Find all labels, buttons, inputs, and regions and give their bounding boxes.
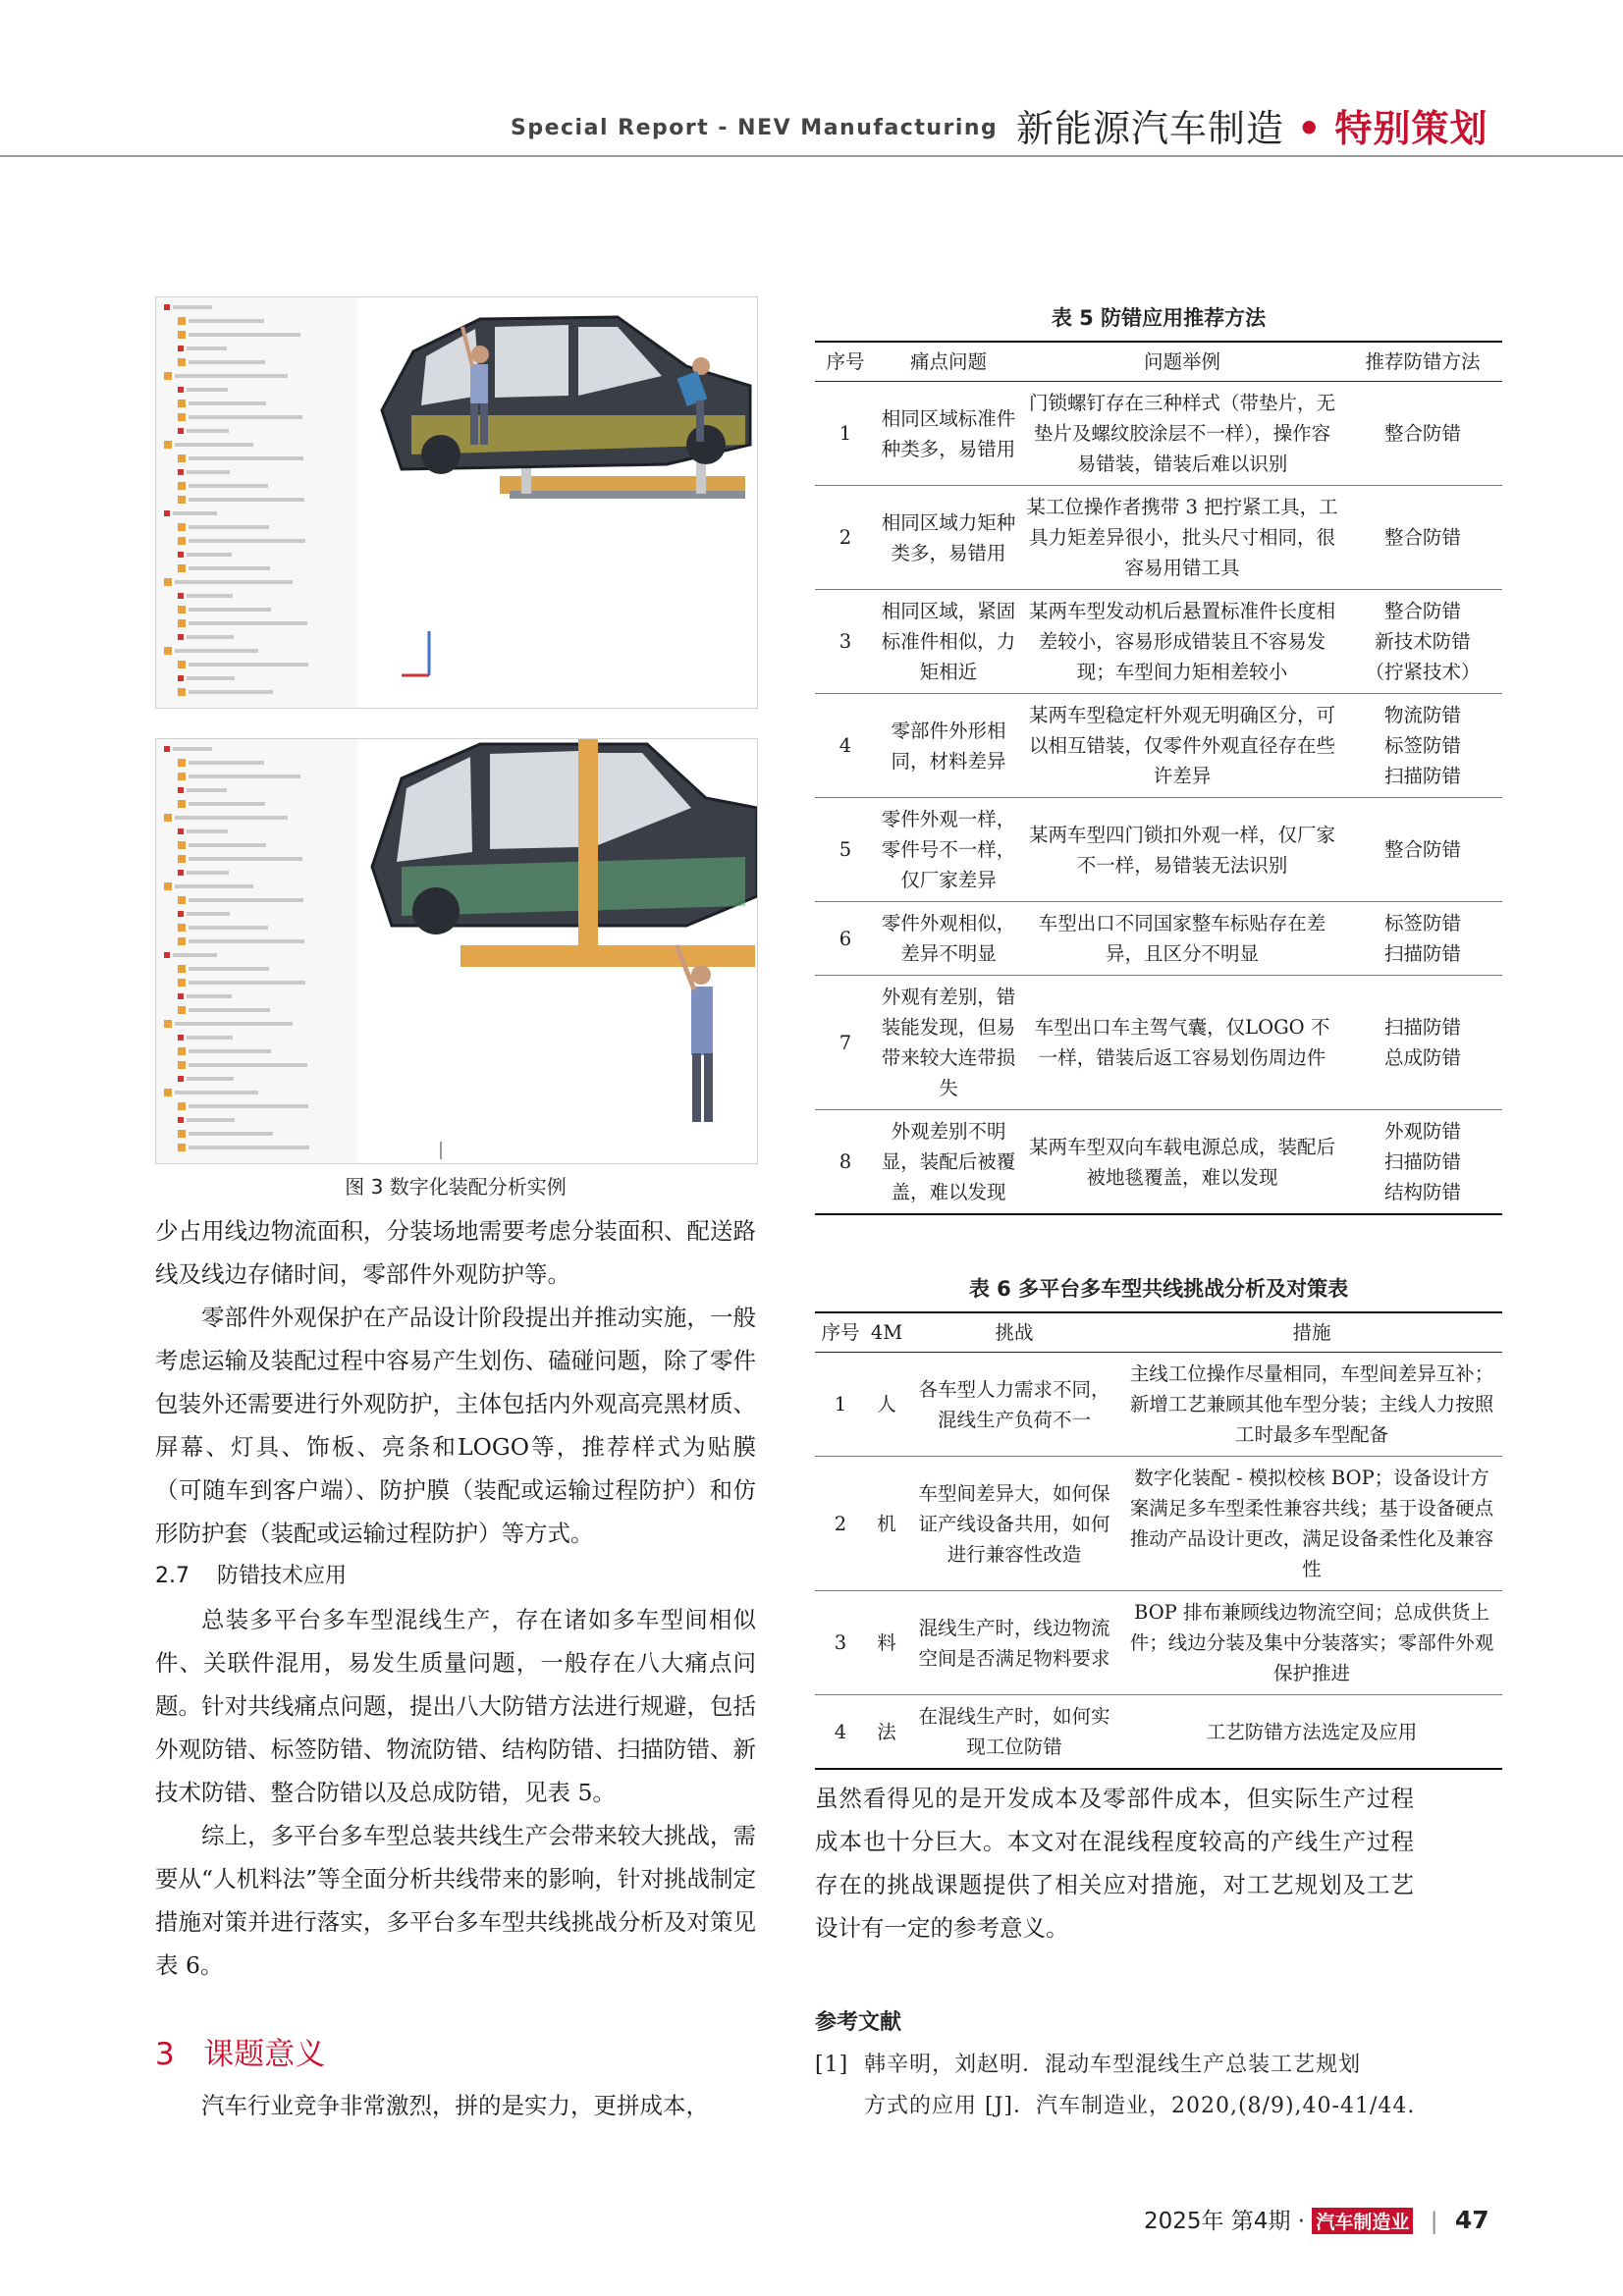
table-cell: 主线工位操作尽量相同，车型间差异互补；新增工艺兼顾其他车型分装；主线人力按照工时最多车型配备: [1121, 1353, 1502, 1457]
table-cell: 5: [815, 798, 876, 902]
table-cell: 工艺防错方法选定及应用: [1121, 1695, 1502, 1770]
page-number: 47: [1454, 2206, 1489, 2234]
reference-line-1: 韩辛明，刘赵明．混动车型混线生产总装工艺规划: [864, 2053, 1362, 2077]
paragraph-6: 虽然看得见的是开发成本及零部件成本，但实际生产过程成本也十分巨大。本文对在混线程度较高的产线生产过程存在的挑战课题提供了相关应对措施，对工艺规划及工艺设计有一定的参考意义。: [815, 1785, 1414, 1942]
table-cell: 物流防错 标签防错 扫描防错: [1343, 694, 1502, 798]
table-header-cell: 序号: [815, 342, 876, 382]
table-cell: 外观防错 扫描防错 结构防错: [1343, 1110, 1502, 1215]
table-row: [815, 694, 1502, 798]
table-cell: 机: [866, 1457, 907, 1591]
reference-line-2: 方式的应用 [J]．汽车制造业，2020,(8/9),40-41/44.: [864, 2094, 1416, 2118]
table-row: [815, 902, 1502, 976]
table-cell: 人: [866, 1353, 907, 1457]
table-cell: 整合防错: [1343, 382, 1502, 486]
table-cell: 外观有差别，错装能发现，但易带来较大连带损失: [876, 976, 1021, 1110]
table-cell: 整合防错: [1343, 798, 1502, 902]
section-2-7-title: 防错技术应用: [216, 1564, 347, 1588]
table-row: [815, 590, 1502, 694]
paragraph-3: 总装多平台多车型混线生产，存在诸如多车型间相似件、关联件混用，易发生质量问题，一般存在八大痛点问题。针对共线痛点问题，提出八大防错方法进行规避，包括外观防错、标签防错、物流防错、结构防错、扫描防错、新技术防错、整合防错以及总成防错，见表 5。: [155, 1606, 756, 1806]
header-english-title: Special Report - NEV Manufacturing: [511, 116, 999, 140]
table-cell: 车型出口车主驾气囊，仅LOGO 不一样，错装后返工容易划伤周边件: [1021, 976, 1343, 1110]
table-cell: 整合防错 新技术防错 （拧紧技术）: [1343, 590, 1502, 694]
table-5: [815, 341, 1502, 1215]
header-rule: [0, 155, 1623, 157]
table-cell: 相同区域标准件种类多，易错用: [876, 382, 1021, 486]
table-cell: 3: [815, 1591, 866, 1695]
table-cell: 某工位操作者携带 3 把拧紧工具，工具力矩差异很小，批头尺寸相同，很容易用错工具: [1021, 486, 1343, 590]
table-cell: 7: [815, 976, 876, 1110]
assembly-line-illustration: [156, 297, 757, 708]
table-cell: 标签防错 扫描防错: [1343, 902, 1502, 976]
table-cell: 外观差别不明显，装配后被覆盖，难以发现: [876, 1110, 1021, 1215]
section-2-7-heading: [155, 1555, 756, 1598]
table-cell: 1: [815, 382, 876, 486]
table-cell: 3: [815, 590, 876, 694]
table-cell: 零件外观一样，零件号不一样，仅厂家差异: [876, 798, 1021, 902]
table-row: [815, 976, 1502, 1110]
table-row: [815, 798, 1502, 902]
table-cell: 门锁螺钉存在三种样式（带垫片，无垫片及螺纹胶涂层不一样），操作容易错装，错装后难以识别: [1021, 382, 1343, 486]
table-cell: 1: [815, 1353, 866, 1457]
table-cell: 零部件外形相同，材料差异: [876, 694, 1021, 798]
table-cell: 数字化装配 - 模拟校核 BOP；设备设计方案满足多车型柔性兼容共线；基于设备硬点推动产品设计更改，满足设备柔性化及兼容性: [1121, 1457, 1502, 1591]
header-cn-special: 特别策划: [1334, 107, 1488, 150]
table-cell: 2: [815, 486, 876, 590]
reference-number: [1]: [815, 2053, 849, 2077]
table-cell: 某两车型双向车载电源总成，装配后被地毯覆盖，难以发现: [1021, 1110, 1343, 1215]
table-cell: 法: [866, 1695, 907, 1770]
footer-issue: 2025年 第4期 ·: [1144, 2209, 1306, 2234]
references-title: 参考文献: [815, 2010, 902, 2035]
section-3-number: 3: [155, 2037, 175, 2072]
table-cell: 2: [815, 1457, 866, 1591]
table-cell: 料: [866, 1591, 907, 1695]
section-3-title: 课题意义: [203, 2037, 326, 2072]
section-2-7-number: 2.7: [155, 1564, 189, 1588]
table-row: [815, 382, 1502, 486]
figure-3-caption: 图 3 数字化装配分析实例: [345, 1175, 567, 1199]
header-cn-main: 新能源汽车制造: [1016, 107, 1285, 150]
table-6: [815, 1311, 1502, 1770]
footer-brand-logo: 汽车制造业: [1312, 2208, 1413, 2234]
table-cell: 6: [815, 902, 876, 976]
table-cell: BOP 排布兼顾线边物流空间；总成供货上件；线边分装及集中分装落实；零部件外观保护推进: [1121, 1591, 1502, 1695]
table-row: [815, 1110, 1502, 1215]
table-cell: 车型出口不同国家整车标贴存在差异，且区分不明显: [1021, 902, 1343, 976]
reference-item: [815, 2045, 1443, 2127]
figure-3-top-image: [155, 296, 758, 709]
paragraph-5: 汽车行业竞争非常激烈，拼的是实力，更拼成本，: [201, 2092, 709, 2119]
table-header-cell: 序号: [815, 1312, 866, 1353]
header-cn-dot: •: [1297, 107, 1323, 150]
table-cell: 整合防错: [1343, 486, 1502, 590]
footer: [1144, 2203, 1489, 2235]
table-cell: 混线生产时，线边物流空间是否满足物料要求: [907, 1591, 1121, 1695]
table-header-cell: 措施: [1121, 1312, 1502, 1353]
paragraph-4: 综上，多平台多车型总装共线生产会带来较大挑战，需要从“人机料法”等全面分析共线带来的影响，针对挑战制定措施对策并进行落实，多平台多车型共线挑战分析及对策见表 6。: [155, 1822, 756, 1979]
table-6-title: 表 6 多平台多车型共线挑战分析及对策表: [968, 1277, 1349, 1301]
table-cell: 扫描防错 总成防错: [1343, 976, 1502, 1110]
table-5-title: 表 5 防错应用推荐方法: [1051, 306, 1267, 330]
table-row: [815, 1591, 1502, 1695]
table-cell: 相同区域力矩种类多，易错用: [876, 486, 1021, 590]
table-cell: 某两车型发动机后悬置标准件长度相差较小，容易形成错装且不容易发现；车型间力矩相差较小: [1021, 590, 1343, 694]
table-header-cell: 痛点问题: [876, 342, 1021, 382]
table-cell: 相同区域，紧固标准件相似，力矩相近: [876, 590, 1021, 694]
table-cell: 在混线生产时，如何实现工位防错: [907, 1695, 1121, 1770]
table-row: [815, 1353, 1502, 1457]
table-cell: 8: [815, 1110, 876, 1215]
table-cell: 各车型人力需求不同，混线生产负荷不一: [907, 1353, 1121, 1457]
figure-3-bottom-image: [155, 738, 758, 1164]
table-cell: 某两车型稳定杆外观无明确区分，可以相互错装，仅零件外观直径存在些许差异: [1021, 694, 1343, 798]
table-row: [815, 1457, 1502, 1591]
table-row: [815, 486, 1502, 590]
table-header-cell: 推荐防错方法: [1343, 342, 1502, 382]
table-cell: 零件外观相似，差异不明显: [876, 902, 1021, 976]
assembly-analysis-illustration: [156, 739, 757, 1163]
section-3-heading: [155, 2029, 325, 2073]
header-chinese-title: [1016, 98, 1488, 152]
table-cell: 4: [815, 1695, 866, 1770]
table-cell: 4: [815, 694, 876, 798]
left-column-text: [155, 1209, 756, 1987]
table-cell: 某两车型四门锁扣外观一样，仅厂家不一样，易错装无法识别: [1021, 798, 1343, 902]
table-row: [815, 1695, 1502, 1770]
table-header-cell: 问题举例: [1021, 342, 1343, 382]
table-header-cell: 4M: [866, 1312, 907, 1353]
paragraph-1: 少占用线边物流面积，分装场地需要考虑分装面积、配送路线及线边存储时间，零部件外观防护等。: [155, 1217, 756, 1288]
paragraph-2: 零部件外观保护在产品设计阶段提出并推动实施，一般考虑运输及装配过程中容易产生划伤、磕碰问题，除了零件包装外还需要进行外观防护，主体包括内外观高亮黑材质、屏幕、灯具、饰板、亮条和LOGO等，推荐样式为贴膜（可随车到客户端）、防护膜（装配或运输过程防护）和仿形防护套（装配或运输过程防护）等方式。: [155, 1304, 756, 1547]
table-cell: 车型间差异大，如何保证产线设备共用，如何进行兼容性改造: [907, 1457, 1121, 1591]
footer-divider: |: [1430, 2209, 1438, 2234]
table-header-cell: 挑战: [907, 1312, 1121, 1353]
